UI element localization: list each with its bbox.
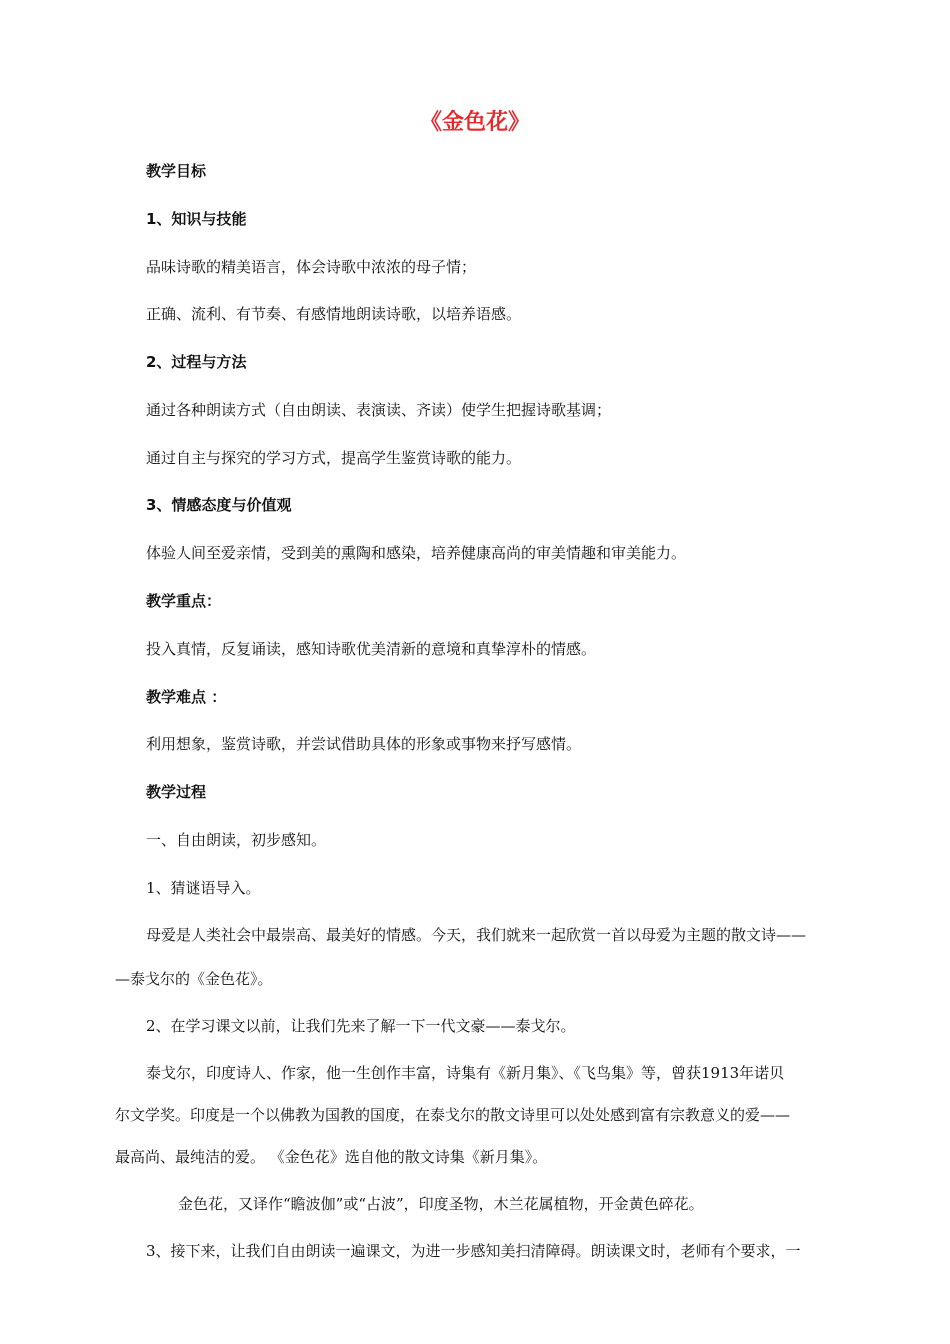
- paragraph-line: 2、在学习课文以前，让我们先来了解一下一代文豪——泰戈尔。: [146, 1017, 576, 1035]
- paragraph-line: 母爱是人类社会中最崇高、最美好的情感。今天，我们就来一起欣赏一首以母爱为主题的散文诗——: [146, 926, 807, 944]
- heading-difficult-points: 教学难点 ：: [146, 688, 227, 706]
- paragraph-line: 3、接下来，让我们自由朗读一遍课文，为进一步感知美扫清障碍。朗读课文时，老师有个要求，一: [146, 1242, 801, 1260]
- paragraph-line: 通过各种朗读方式（自由朗读、表演读、齐读）使学生把握诗歌基调；: [146, 401, 612, 419]
- paragraph-line: 泰戈尔，印度诗人、作家，他一生创作丰富，诗集有《新月集》、《飞鸟集》等，曾获1913年诺贝: [146, 1064, 785, 1082]
- paragraph-line: 利用想象，鉴赏诗歌，并尝试借助具体的形象或事物来抒写感情。: [146, 735, 582, 753]
- paragraph-line: 尔文学奖。印度是一个以佛教为国教的国度，在泰戈尔的散文诗里可以处处感到富有宗教意义的爱——: [115, 1106, 791, 1124]
- paragraph-line: 最高尚、最纯洁的爱。 《金色花》选自他的散文诗集《新月集》。: [115, 1148, 548, 1166]
- heading-teaching-goals: 教学目标: [146, 162, 207, 180]
- paragraph-line: 通过自主与探究的学习方式，提高学生鉴赏诗歌的能力。: [146, 449, 522, 467]
- heading-emotion-values: 3、情感态度与价值观: [146, 496, 292, 514]
- document-title: 《金色花》: [419, 110, 530, 135]
- heading-teaching-process: 教学过程: [146, 783, 207, 801]
- paragraph-line: 投入真情，反复诵读，感知诗歌优美清新的意境和真挚淳朴的情感。: [146, 640, 597, 658]
- paragraph-line: 金色花，又译作“瞻波伽”或“占波”，印度圣物，木兰花属植物，开金黄色碎花。: [178, 1195, 704, 1213]
- paragraph-line: —泰戈尔的《金色花》。: [115, 970, 273, 988]
- paragraph-line: 体验人间至爱亲情，受到美的熏陶和感染，培养健康高尚的审美情趣和审美能力。: [146, 544, 687, 562]
- paragraph-line: 品味诗歌的精美语言，体会诗歌中浓浓的母子情；: [146, 258, 477, 276]
- paragraph-line: 1、猜谜语导入。: [146, 879, 261, 897]
- heading-key-points: 教学重点：: [146, 592, 222, 610]
- paragraph-line: 正确、流利、有节奏、有感情地朗读诗歌，以培养语感。: [146, 305, 522, 323]
- heading-process-method: 2、过程与方法: [146, 353, 247, 371]
- heading-knowledge-skills: 1、知识与技能: [146, 210, 247, 228]
- paragraph-line: 一、自由朗读，初步感知。: [146, 831, 327, 849]
